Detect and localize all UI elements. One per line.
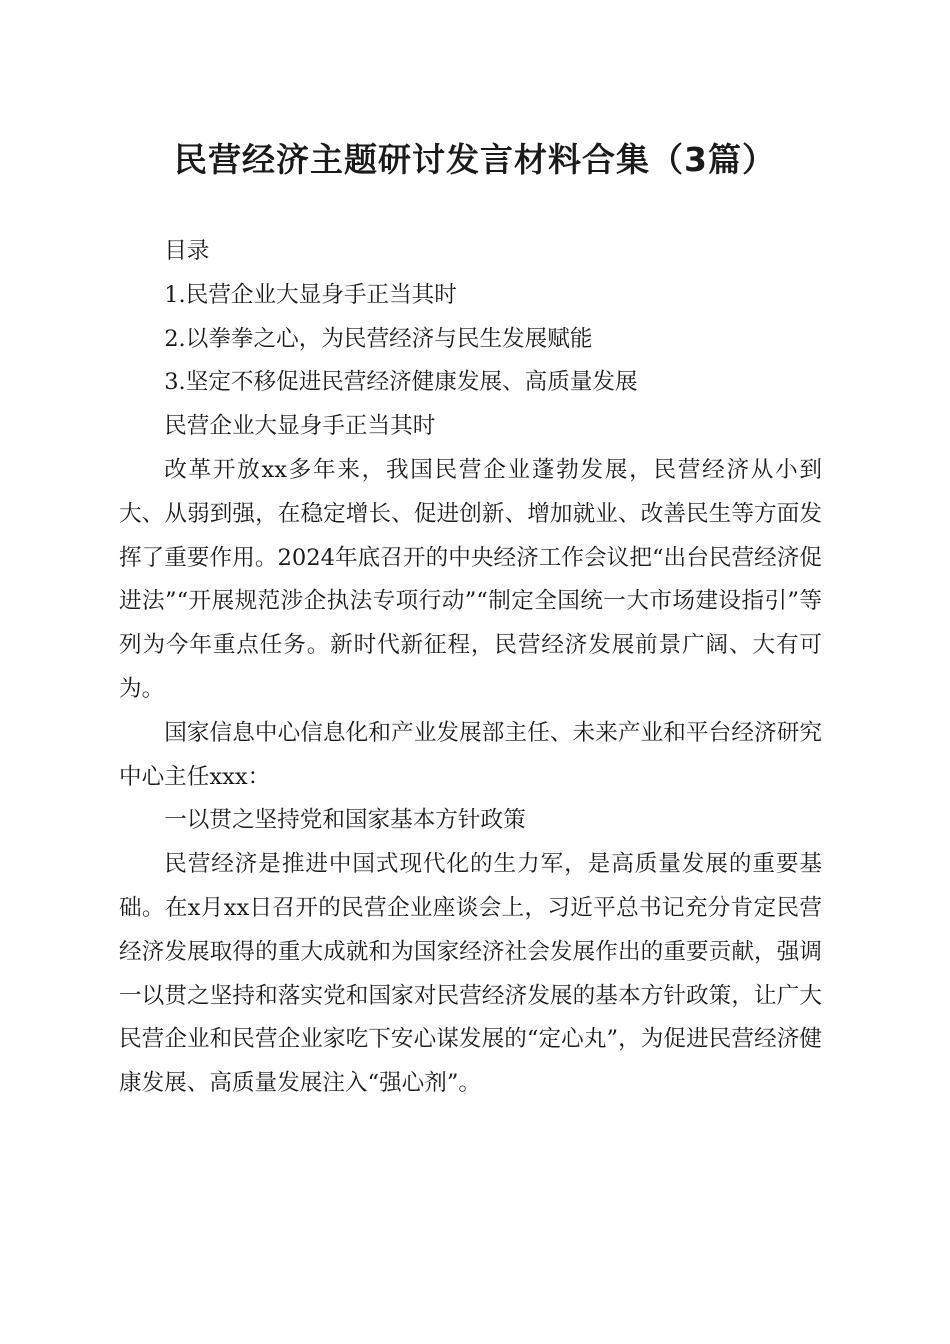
article-heading: 民营企业大显身手正当其时 — [164, 413, 436, 440]
document-title: 民营经济主题研讨发言材料合集（3篇） — [174, 140, 776, 179]
toc-heading: 目录 — [164, 238, 210, 264]
section-heading: 一以贯之坚持党和国家基本方针政策 — [164, 807, 526, 834]
section-body-paragraph: 民营经济是推进中国式现代化的生力军，是高质量发展的重要基础。在x月xx日召开的民营企业座谈会上，习近平总书记充分肯定民营经济发展取得的重大成就和为国家经济社会发展作出的重要贡献，强调一以贯之坚持和落实党和国家对民营经济发展的基本方针政策，让广大民营企业和民营企业家吃下安心谋发展的“定心丸”，为促进民营经济健康发展、高质量发展注入“强心剂”。 — [119, 851, 822, 1097]
document-body — [119, 230, 822, 1106]
article-intro-paragraph: 改革开放xx多年来，我国民营企业蓬勃发展，民营经济从小到大、从弱到强，在稳定增长、促进创新、增加就业、改善民生等方面发挥了重要作用。2024年底召开的中央经济工作会议把“出台民营经济促进法”“开展规范涉企执法专项行动”“制定全国统一大市场建设指引”等列为今年重点任务。新时代新征程，民营经济发展前景广阔、大有可为。 — [119, 456, 822, 702]
toc-item-2: 2.以拳拳之心，为民营经济与民生发展赋能 — [164, 325, 593, 352]
toc-item-3: 3.坚定不移促进民营经济健康发展、高质量发展 — [164, 369, 638, 396]
speaker-line: 国家信息中心信息化和产业发展部主任、未来产业和平台经济研究中心主任xxx： — [119, 719, 822, 790]
toc-item-1: 1.民营企业大显身手正当其时 — [164, 281, 457, 308]
